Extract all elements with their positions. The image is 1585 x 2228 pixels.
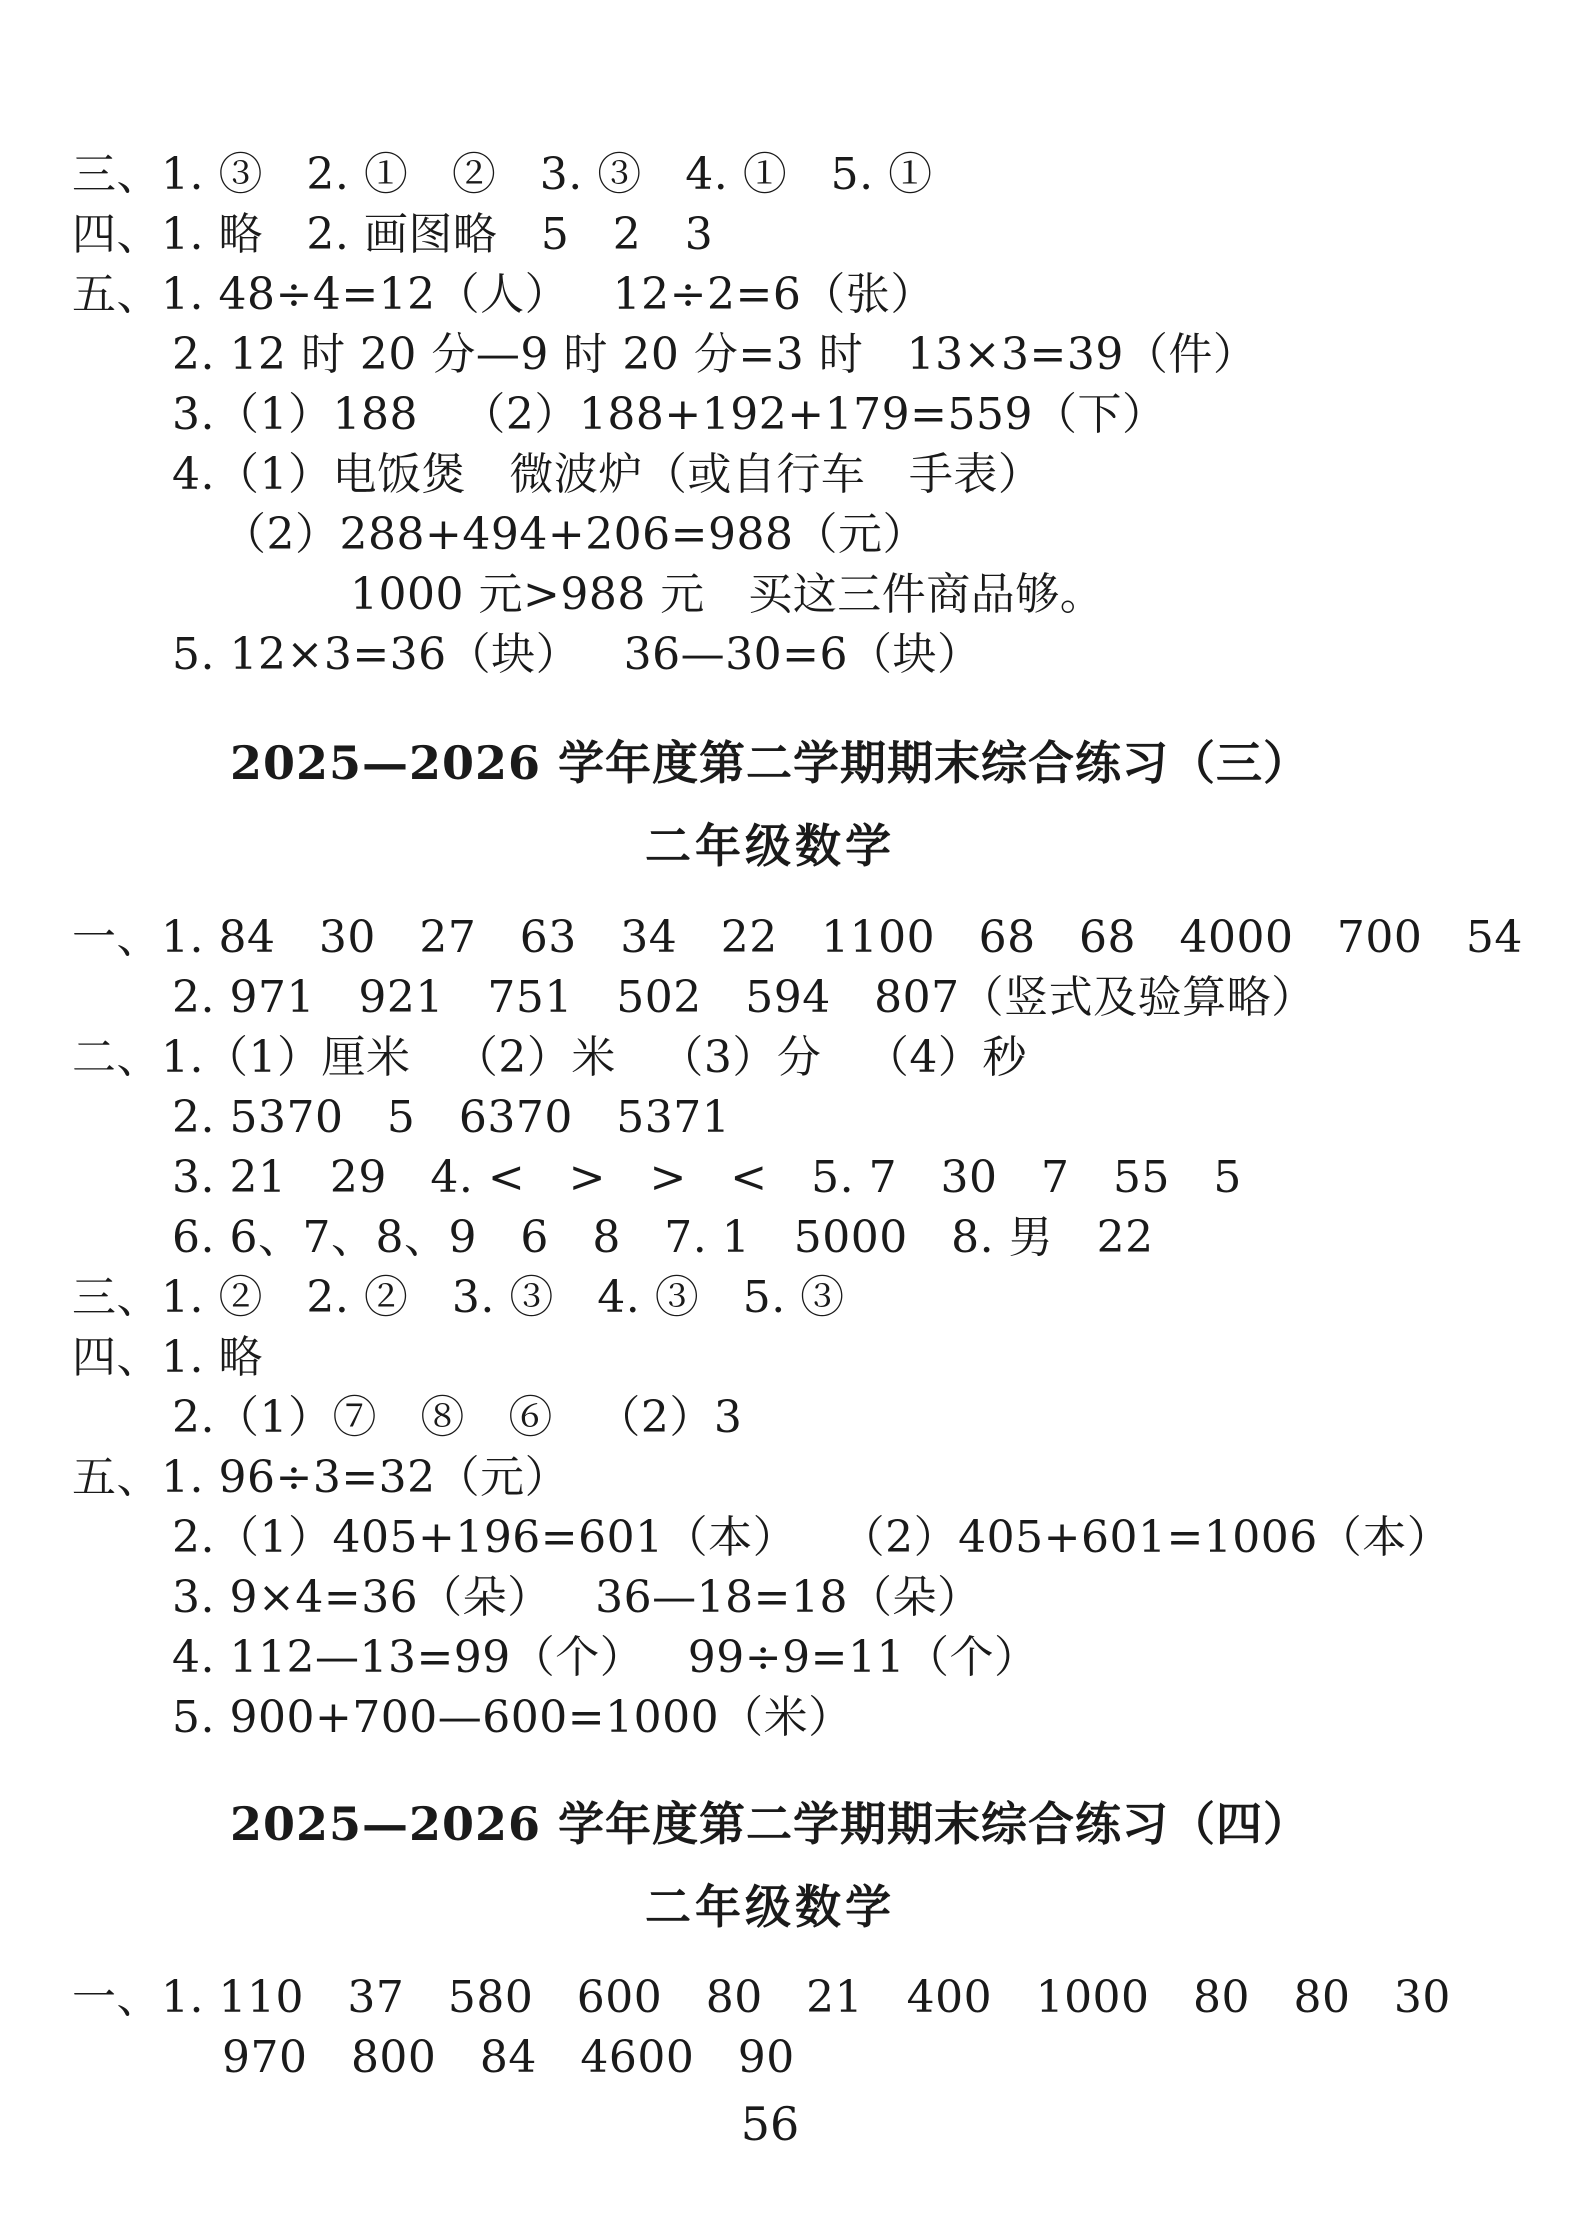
page-number: 56 (740, 2097, 800, 2151)
answer-line: 五、1. 48÷4=12（人） 12÷2=6（张） (72, 269, 935, 320)
answer-line: 2.（1）405+196=601（本） （2）405+601=1006（本） (172, 1512, 1452, 1563)
answer-line: 5. 12×3=36（块） 36—30=6（块） (172, 629, 982, 680)
answer-line: 5. 900+700—600=1000（米） (172, 1692, 853, 1743)
answer-line: 970 800 84 4600 90 (222, 2032, 795, 2083)
answer-line: 3. 21 29 4. < > > < 5. 7 30 7 55 5 (172, 1152, 1242, 1203)
answer-line: 四、1. 略 (72, 1332, 263, 1383)
section-title: 2025—2026 学年度第二学期期末综合练习（三） (229, 736, 1311, 790)
answer-line: 四、1. 略 2. 画图略 5 2 3 (72, 209, 714, 260)
answer-line: 2.（1）⑦ ⑧ ⑥ （2）3 (172, 1392, 743, 1443)
answer-line: 五、1. 96÷3=32（元） (72, 1452, 570, 1503)
answer-line: 三、1. ③ 2. ① ② 3. ③ 4. ① 5. ① (72, 149, 933, 200)
answer-line: 4. 112—13=99（个） 99÷9=11（个） (172, 1632, 1039, 1683)
answer-line: 二、1.（1）厘米 （2）米 （3）分 （4）秒 (72, 1032, 1027, 1083)
answer-line: 2. 971 921 751 502 594 807（竖式及验算略） (172, 972, 1316, 1023)
section-subtitle: 二年级数学 (645, 819, 895, 873)
answer-line: （2）288+494+206=988（元） (222, 509, 928, 560)
answer-line: 一、1. 110 37 580 600 80 21 400 1000 80 80 30 (72, 1972, 1451, 2023)
answer-line: 3.（1）188 （2）188+192+179=559（下） (172, 389, 1167, 440)
answer-line: 6. 6、7、8、9 6 8 7. 1 5000 8. 男 22 (172, 1212, 1154, 1263)
answer-line: 三、1. ② 2. ② 3. ③ 4. ③ 5. ③ (72, 1272, 845, 1323)
section-title: 2025—2026 学年度第二学期期末综合练习（四） (229, 1797, 1311, 1851)
section-subtitle: 二年级数学 (645, 1880, 895, 1934)
answer-line: 2. 12 时 20 分—9 时 20 分=3 时 13×3=39（件） (172, 329, 1258, 380)
answer-line: 2. 5370 5 6370 5371 (172, 1092, 731, 1143)
answer-line: 3. 9×4=36（朵） 36—18=18（朵） (172, 1572, 982, 1623)
answer-line: 一、1. 84 30 27 63 34 22 1100 68 68 4000 700 54 (72, 912, 1523, 963)
answer-line: 4.（1）电饭煲 微波炉（或自行车 手表） (172, 449, 1043, 500)
answer-line: 1000 元>988 元 买这三件商品够。 (350, 569, 1105, 620)
